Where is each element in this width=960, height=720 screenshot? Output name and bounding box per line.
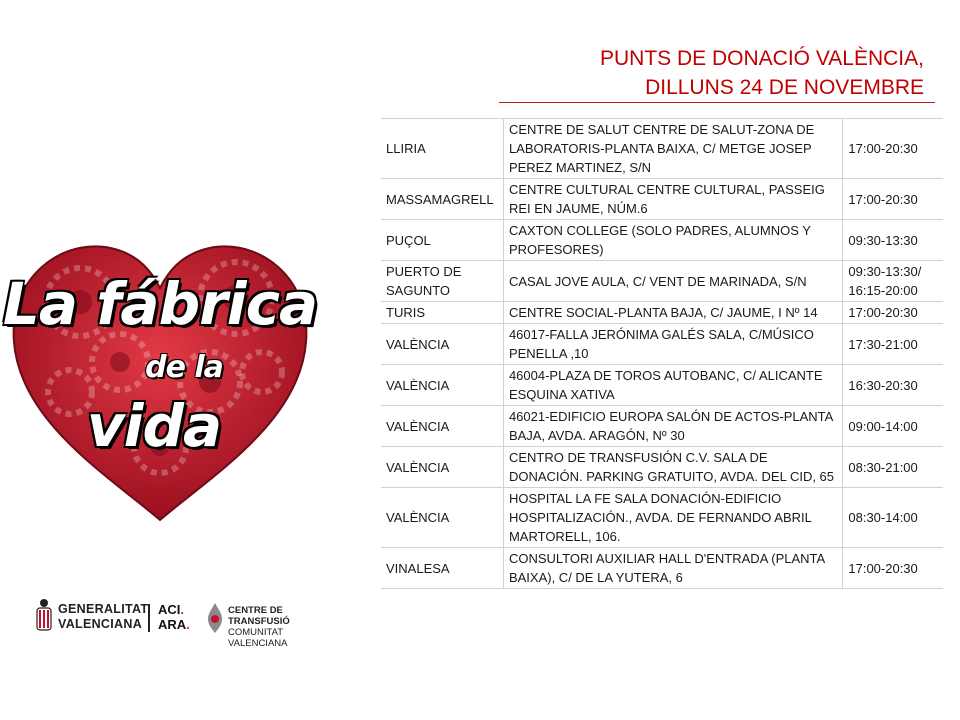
hours-cell: 17:00-20:30 — [843, 302, 943, 324]
page-title — [600, 44, 924, 102]
table-row — [381, 261, 943, 302]
venue-cell: HOSPITAL LA FE SALA DONACIÓN-EDIFICIO HOSPITALIZACIÓN., AVDA. DE FERNANDO ABRIL MARTORELL, 106. — [503, 488, 842, 548]
hours-cell: 08:30-14:00 — [843, 488, 943, 548]
table-row — [381, 119, 943, 179]
table-row — [381, 179, 943, 220]
venue-cell: CENTRE CULTURAL CENTRE CULTURAL, PASSEIG REI EN JAUME, NÚM.6 — [503, 179, 842, 220]
town-cell: VALÈNCIA — [381, 406, 503, 447]
campaign-logo — [0, 232, 320, 532]
hours-cell: 09:30-13:30 — [843, 220, 943, 261]
campaign-logo-line-1: La fábrica — [2, 270, 318, 338]
donation-points-table — [381, 118, 943, 589]
venue-cell: CAXTON COLLEGE (SOLO PADRES, ALUMNOS Y PROFESORES) — [503, 220, 842, 261]
town-cell: MASSAMAGRELL — [381, 179, 503, 220]
table-row — [381, 447, 943, 488]
aci-line-2: ARA — [158, 617, 187, 632]
ct-line-1: CENTRE DE TRANSFUSIÓ — [228, 605, 290, 627]
table-row — [381, 220, 943, 261]
table-row — [381, 302, 943, 324]
campaign-logo-line-2: de la — [145, 350, 223, 385]
hours-cell: 17:30-21:00 — [843, 324, 943, 365]
title-line-2: DILLUNS 24 DE NOVEMBRE — [645, 76, 924, 99]
aci-line-1: ACI — [158, 602, 181, 617]
campaign-logo-line-3: vida — [86, 392, 222, 460]
table-row — [381, 406, 943, 447]
table-row — [381, 324, 943, 365]
hours-cell: 08:30-21:00 — [843, 447, 943, 488]
centre-transfusio-logo — [206, 601, 326, 649]
hours-cell: 09:00-14:00 — [843, 406, 943, 447]
town-cell: TURIS — [381, 302, 503, 324]
town-cell: VALÈNCIA — [381, 447, 503, 488]
aci-ara-logo: ACI. ARA. — [158, 602, 190, 632]
town-cell: VALÈNCIA — [381, 488, 503, 548]
venue-cell: CASAL JOVE AULA, C/ VENT DE MARINADA, S/N — [503, 261, 842, 302]
venue-cell: 46004-PLAZA DE TOROS AUTOBANC, C/ ALICANTE ESQUINA XATIVA — [503, 365, 842, 406]
town-cell: VINALESA — [381, 548, 503, 589]
ct-line-2: COMUNITAT VALENCIANA — [228, 627, 288, 649]
venue-cell: CENTRE DE SALUT CENTRE DE SALUT-ZONA DE LABORATORIS-PLANTA BAIXA, C/ METGE JOSEP PEREZ MARTINEZ, S/N — [503, 119, 842, 179]
town-cell: VALÈNCIA — [381, 324, 503, 365]
transfusion-center-icon — [206, 601, 224, 635]
gva-line-2: VALENCIANA — [58, 617, 143, 631]
donation-points-table-body — [381, 119, 943, 589]
coat-of-arms-icon — [34, 598, 54, 634]
venue-cell: 46021-EDIFICIO EUROPA SALÓN DE ACTOS-PLANTA BAJA, AVDA. ARAGÓN, Nº 30 — [503, 406, 842, 447]
hours-cell: 09:30-13:30/ 16:15-20:00 — [843, 261, 943, 302]
town-cell: LLIRIA — [381, 119, 503, 179]
venue-cell: CENTRO DE TRANSFUSIÓN C.V. SALA DE DONACIÓN. PARKING GRATUITO, AVDA. DEL CID, 65 — [503, 447, 842, 488]
town-cell: VALÈNCIA — [381, 365, 503, 406]
title-divider — [499, 102, 935, 103]
table-row — [381, 548, 943, 589]
hours-cell: 17:00-20:30 — [843, 179, 943, 220]
venue-cell: CONSULTORI AUXILIAR HALL D'ENTRADA (PLANTA BAIXA), C/ DE LA YUTERA, 6 — [503, 548, 842, 589]
venue-cell: 46017-FALLA JERÓNIMA GALÉS SALA, C/MÚSICO PENELLA ,10 — [503, 324, 842, 365]
table-row — [381, 365, 943, 406]
venue-cell: CENTRE SOCIAL-PLANTA BAJA, C/ JAUME, I Nº 14 — [503, 302, 842, 324]
hours-cell: 16:30-20:30 — [843, 365, 943, 406]
title-line-1: PUNTS DE DONACIÓ VALÈNCIA, — [599, 47, 924, 70]
town-cell: PUERTO DE SAGUNTO — [381, 261, 503, 302]
gva-line-1: GENERALITAT — [58, 602, 149, 616]
hours-cell: 17:00-20:30 — [843, 119, 943, 179]
logo-separator — [148, 604, 150, 632]
town-cell: PUÇOL — [381, 220, 503, 261]
hours-cell: 17:00-20:30 — [843, 548, 943, 589]
table-row — [381, 488, 943, 548]
